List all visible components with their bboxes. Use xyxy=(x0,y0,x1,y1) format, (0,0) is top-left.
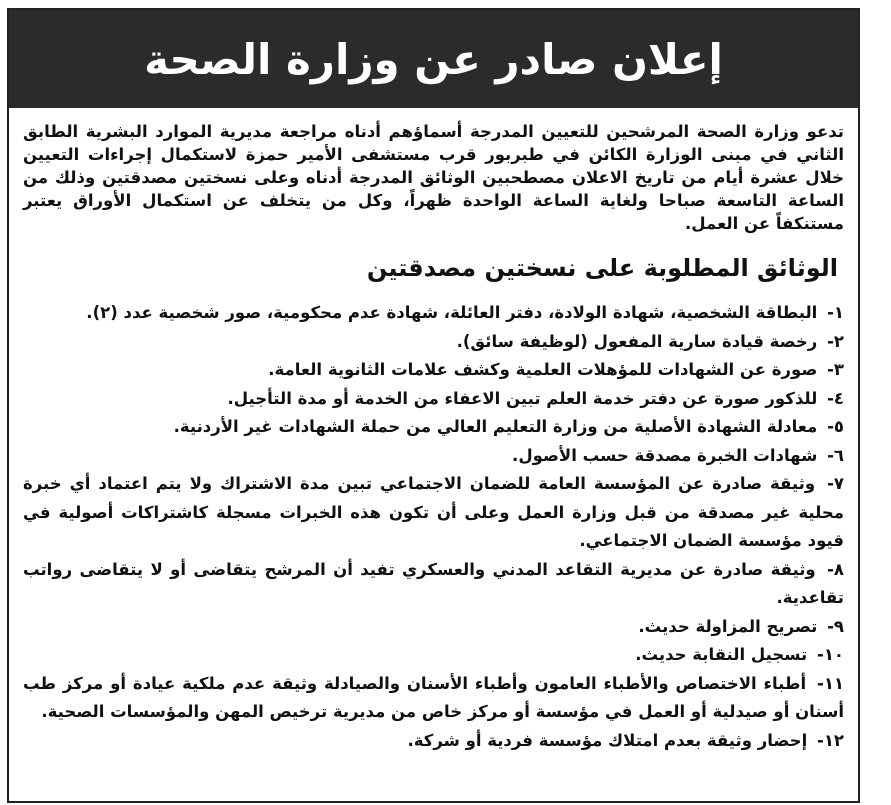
document-item-8 xyxy=(23,556,844,613)
item-text: إحضار وثيقة بعدم امتلاك مؤسسة فردية أو شركة. xyxy=(407,730,808,750)
item-number: ٦- xyxy=(827,445,844,465)
item-text: وثيقة صادرة عن المؤسسة العامة للضمان الاجتماعي تبين مدة الاشتراك ولا يتم اعتماد أي خبرة محلية غير مصدقة من قبل وزارة العمل وعلى أن تكون هذه الخبرات مسجلة كاشتراكات أصولية في قيود مؤسسة الضمان الاجتماعي. xyxy=(23,474,844,550)
item-number: ٣- xyxy=(827,360,844,379)
item-text: رخصة قيادة سارية المفعول (لوظيفة سائق). xyxy=(456,331,818,351)
item-text: معادلة الشهادة الأصلية من وزارة التعليم العالي من حملة الشهادات غير الأردنية. xyxy=(173,417,818,436)
item-number: ٧- xyxy=(827,474,844,493)
item-text: صورة عن الشهادات للمؤهلات العلمية وكشف علامات الثانوية العامة. xyxy=(268,360,818,379)
intro-paragraph: تدعو وزارة الصحة المرشحين للتعيين المدرجة أسماؤهم أدناه مراجعة مديرية الموارد البشرية الطابق الثاني في مبنى الوزارة الكائن في طبربور قرب مستشفى الأمير حمزة لاستكمال إجراءات التعيين خلال عشرة أيام من تاريخ الاعلان مصطحبين الوثائق المدرجة أدناه وعلى نسختين مصدقتين وذلك من الساعة التاسعة صباحا ولغاية الساعة الواحدة ظهراً، وكل من يتخلف عن استكمال الأوراق يعتبر مستنكفاً عن العمل. xyxy=(23,122,844,233)
item-number: ١٢- xyxy=(816,730,844,750)
document-item-12 xyxy=(23,727,844,756)
document-item-6 xyxy=(23,442,844,471)
document-item-3 xyxy=(23,356,844,385)
item-number: ٨- xyxy=(827,559,844,579)
item-number: ١٠- xyxy=(816,645,844,664)
document-item-1 xyxy=(23,299,844,328)
documents-title: الوثائق المطلوبة على نسختين مصدقتين xyxy=(366,254,838,282)
document-item-9 xyxy=(23,613,844,642)
item-text: للذكور صورة عن دفتر خدمة العلم تبين الاعفاء من الخدمة أو مدة التأجيل. xyxy=(227,388,818,408)
item-number: ٩- xyxy=(827,616,844,636)
document-item-5 xyxy=(23,413,844,442)
document-item-7 xyxy=(23,470,844,556)
announcement-title: إعلان صادر عن وزارة الصحة xyxy=(144,34,723,84)
intro-section xyxy=(23,120,844,235)
item-text: البطاقة الشخصية، شهادة الولادة، دفتر العائلة، شهادة عدم محكومية، صور شخصية عدد (٢). xyxy=(86,303,818,322)
item-text: شهادات الخبرة مصدقة حسب الأصول. xyxy=(512,445,818,465)
item-number: ٥- xyxy=(827,417,844,436)
item-text: وثيقة صادرة عن مديرية التقاعد المدني والعسكري تفيد أن المرشح يتقاضى أو لا يتقاضى رواتب تقاعدية. xyxy=(23,559,844,607)
item-number: ١١- xyxy=(816,673,844,693)
announcement-header xyxy=(9,10,858,108)
document-item-4 xyxy=(23,385,844,414)
document-item-11 xyxy=(23,670,844,727)
item-number: ٢- xyxy=(827,331,844,351)
document-item-2 xyxy=(23,328,844,357)
announcement-frame xyxy=(7,8,860,803)
item-text: تصريح المزاولة حديث. xyxy=(638,616,818,636)
item-text: أطباء الاختصاص والأطباء العامون وأطباء الأسنان والصيادلة وثيقة عدم ملكية عيادة أو مركز طب أسنان أو صيدلية أو العمل في مؤسسة أو مركز خاص من مديرية ترخيص المهن والمؤسسات الصحية. xyxy=(23,673,844,721)
item-text: تسجيل النقابة حديث. xyxy=(635,645,808,664)
documents-list xyxy=(23,299,844,755)
document-item-10 xyxy=(23,641,844,670)
item-number: ١- xyxy=(827,303,844,322)
item-number: ٤- xyxy=(827,388,844,408)
